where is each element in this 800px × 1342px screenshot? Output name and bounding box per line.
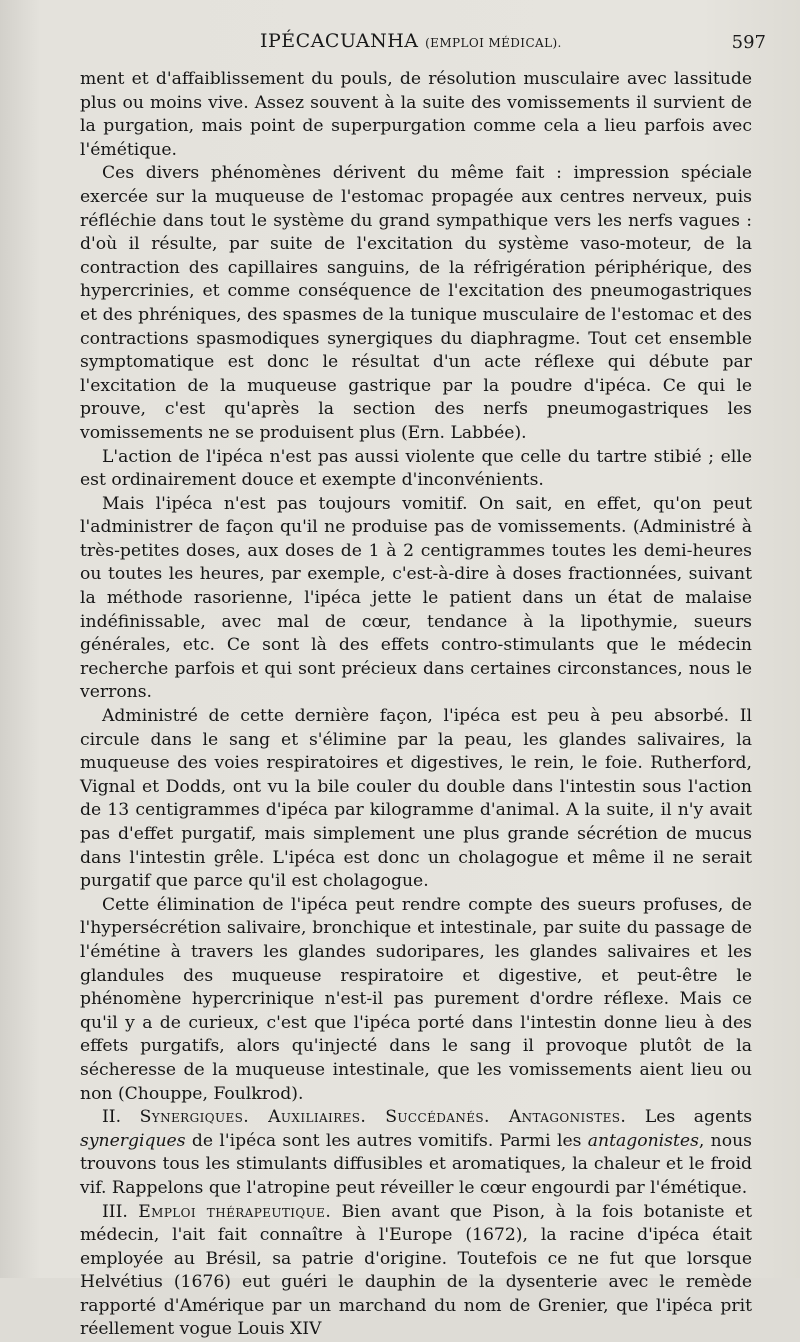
paragraph-4: Mais l'ipéca n'est pas toujours vomitif. On sait, en effet, qu'on peut l'administrer de façon qu'il ne produise pas de vomissements. (Administré à très-petites doses, aux doses de 1 à 2 centigrammes toutes les demi-heures ou toutes les heures, par exemple, c'est-à-dire à doses fractionnées, suivant la méthode rasorienne, l'ipéca jette le patient dans un état de malaise indéfinissable, avec mal de cœur, tendance à la lipothymie, sueurs générales, etc. Ce sont là des effets contro-stimulants que le médecin recherche parfois et qui sont précieux dans certaines circonstances, nous le verrons. — [80, 493, 752, 705]
section-3-text: Bien avant que Pison, à la fois botaniste et médecin, l'ait fait connaître à l'Europe (1672), la racine d'ipéca était employée au Brésil, sa patrie d'origine. Toutefois ce ne fut que lorsque Helvétius (1676) eut guéri le dauphin de la dysenterie avec le remède rapporté d'Amérique par un marchand du nom de Grenier, que l'ipéca prit réellement vogue Louis XIV — [80, 1202, 752, 1340]
paragraph-6: Cette élimination de l'ipéca peut rendre compte des sueurs profuses, de l'hypersécrétion salivaire, bronchique et intestinale, par suite du passage de l'émétine à travers les glandes sudoripares, les glandes salivaires et les glandules des muqueuse respiratoire et digestive, et peut-être le phénomène hypercrinique n'est-il pas purement d'ordre réflexe. Mais ce qu'il y a de curieux, c'est que l'ipéca porté dans l'intestin donne lieu à des effets purgatifs, alors qu'injecté dans le sang il provoque plutôt de la sécheresse de la muqueuse intestinale, que les vomissements aient lieu ou non (Chouppe, Foulkrod). — [80, 894, 752, 1106]
paragraph-5: Administré de cette dernière façon, l'ipéca est peu à peu absorbé. Il circule dans le sang et s'élimine par la peau, les glandes salivaires, la muqueuse des voies respiratoires et digestives, le rein, le foie. Rutherford, Vignal et Dodds, ont vu la bile couler du double dans l'intestin sous l'action de 13 centigrammes d'ipéca par kilogramme d'animal. A la suite, il n'y avait pas d'effet purgatif, mais simplement une plus grande sécrétion de mucus dans l'intestin grêle. L'ipéca est donc un cholagogue et même il ne serait purgatif que parce qu'il est cholagogue. — [80, 705, 752, 894]
section-2-paragraph — [80, 1106, 752, 1200]
section-3-numeral: III. — [102, 1202, 128, 1222]
body-text — [80, 68, 752, 1342]
term-synergiques: synergiques — [80, 1131, 186, 1151]
paragraph-1: ment et d'affaiblissement du pouls, de résolution musculaire avec lassitude plus ou moins vive. Assez souvent à la suite des vomissements il survient de la purgation, mais point de superpurgation comme cela a lieu parfois avec l'émétique. — [80, 68, 752, 162]
paragraph-2: Ces divers phénomènes dérivent du même fait : impression spéciale exercée sur la muqueuse de l'estomac propagée aux centres nerveux, puis réfléchie dans tout le système du grand sympathique vers les nerfs vagues : d'où il résulte, par suite de l'excitation du système vaso-moteur, de la contraction des capillaires sanguins, de la réfrigération périphérique, des hypercrinies, et comme conséquence de l'excitation des pneumogastriques et des phréniques, des spasmes de la tunique musculaire de l'estomac et des contractions spasmodiques synergiques du diaphragme. Tout cet ensemble symptomatique est donc le résultat d'un acte réflexe qui débute par l'excitation de la muqueuse gastrique par la poudre d'ipéca. Ce qui le prouve, c'est qu'après la section des nerfs pneumogastriques les vomissements ne se produisent plus (Ern. Labbée). — [80, 162, 752, 445]
section-2-heading: Synergiques. Auxiliaires. Succédanés. Antagonistes. — [140, 1107, 627, 1127]
page-number: 597 — [732, 32, 766, 53]
header-subtitle: (EMPLOI MÉDICAL). — [425, 36, 562, 50]
section-3-heading: Emploi thérapeutique. — [138, 1202, 331, 1222]
term-antagonistes: antagonistes — [588, 1131, 699, 1151]
section-2-text-after: , nous trouvons tous les stimulants diffusibles et aromatiques, la chaleur et le froid vif. Rappelons que l'atropine peut réveiller le cœur engourdi par l'émétique. — [80, 1131, 752, 1198]
section-2-text-mid: de l'ipéca sont les autres vomitifs. Parmi les — [192, 1131, 582, 1151]
header-title: IPÉCACUANHA — [260, 30, 419, 52]
running-title — [260, 30, 562, 52]
running-header — [80, 30, 766, 60]
section-2-numeral: II. — [102, 1107, 121, 1127]
paragraph-3: L'action de l'ipéca n'est pas aussi violente que celle du tartre stibié ; elle est ordinairement douce et exempte d'inconvénients. — [80, 446, 752, 493]
section-3-paragraph — [80, 1201, 752, 1342]
section-2-text-before: Les agents — [645, 1107, 752, 1127]
